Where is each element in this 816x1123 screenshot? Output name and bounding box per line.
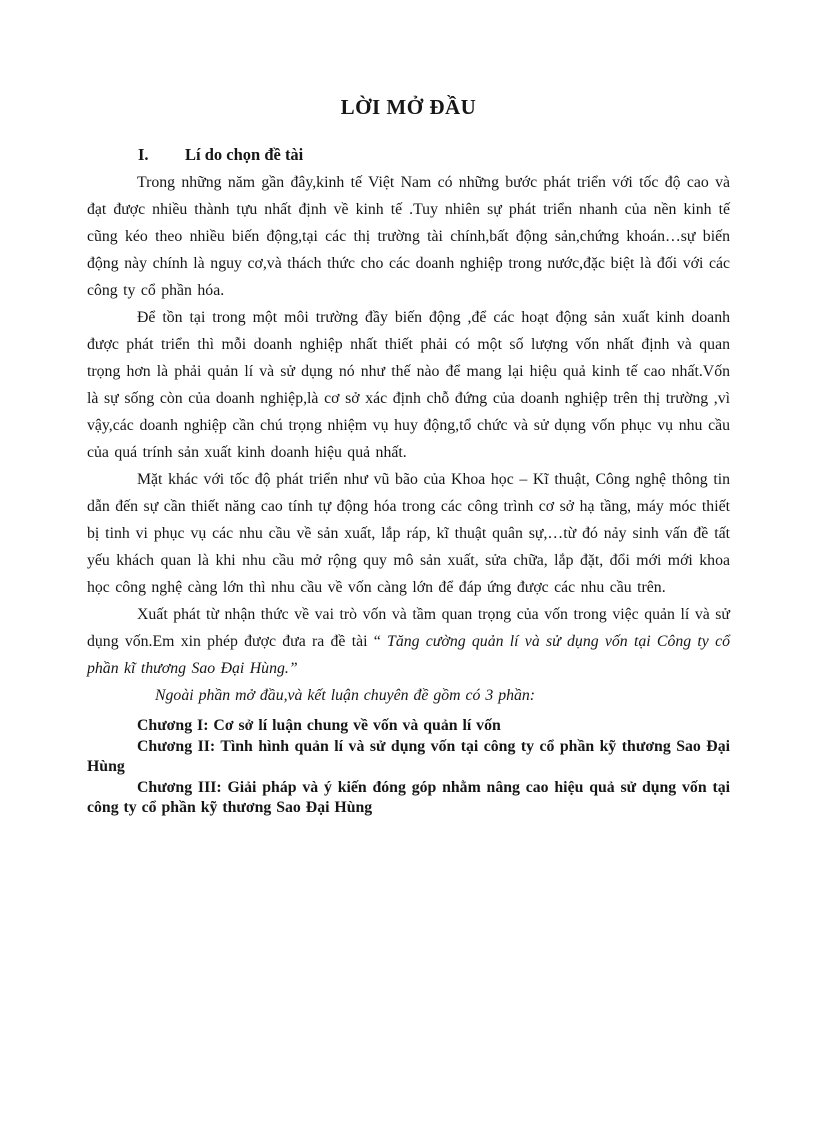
chapter-item-1: Chương I: Cơ sở lí luận chung về vốn và quản lí vốn: [137, 717, 501, 734]
outline-intro: Ngoài phần mở đầu,và kết luận chuyên đề gồm có 3 phần:: [155, 687, 536, 704]
section-heading: [87, 144, 730, 166]
paragraph-thesis-statement: [87, 601, 730, 682]
section-heading-label: Lí do chọn đề tài: [185, 145, 304, 164]
thesis-topic-title: Tăng cường quản lí và sử dụng vốn tại Công ty cổ phần kĩ thương Sao Đại Hùng.”: [87, 633, 730, 677]
paragraph-economic-context: Trong những năm gần đây,kinh tế Việt Nam có những bước phát triển với tốc độ cao và đạt được nhiều thành tựu nhất định về kinh tế .Tuy nhiên sự phát triển nhanh của nền kinh tế cũng kéo theo nhiều biến động,tại các thị trường tài chính,bất động sản,chứng khoán…sự biến động này chính là nguy cơ,và thách thức cho các doanh nghiệp trong nước,đặc biệt là đối với các công ty cổ phần hóa.: [87, 174, 730, 299]
section-numeral: I.: [138, 145, 149, 164]
paragraph-capital-importance: Để tồn tại trong một môi trường đầy biến động ,để các hoạt động sản xuất kinh doanh được phát triển thì mỗi doanh nghiệp nhất thiết phải có một số lượng vốn nhất định và quan trọng hơn là phải quản lí và sử dụng nó như thế nào để mang lại hiệu quả kinh tế cao nhất.Vốn là sự sống còn của doanh nghiệp,là cơ sở xác định chỗ đứng của doanh nghiệp trên thị trường ,vì vậy,các doanh nghiệp cần chú trọng nhiệm vụ huy động,tổ chức và sử dụng vốn phục vụ nhu cầu của quá trính sản xuất kinh doanh hiệu quả nhất.: [87, 309, 730, 461]
chapter-list: [87, 716, 730, 819]
paragraph-technology-demand: Mặt khác với tốc độ phát triển như vũ bão của Khoa học – Kĩ thuật, Công nghệ thông tin dẫn đến sự cần thiết năng cao tính tự động hóa trong các công trình cơ sở hạ tầng, máy móc thiết bị tinh vi phục vụ các nhu cầu về sản xuất, lắp ráp, kĩ thuật quân sự,…từ đó nảy sinh vấn đề tất yếu khách quan là khi nhu cầu mở rộng quy mô sản xuất, sửa chữa, lắp đặt, đổi mới mới khoa học công nghệ càng lớn thì nhu cầu về vốn càng lớn để đáp ứng được các nhu cầu trên.: [87, 471, 730, 596]
thesis-lead-text: Xuất phát từ nhận thức về vai trò vốn và tầm quan trọng của vốn trong việc quản lí và sử dụng vốn.Em xin phép được đưa ra đề tài “: [87, 606, 730, 650]
chapter-item-3: Chương III: Giải pháp và ý kiến đóng góp nhằm nâng cao hiệu quả sử dụng vốn tại công ty cổ phần kỹ thương Sao Đại Hùng: [87, 778, 730, 816]
chapter-item-2: Chương II: Tình hình quản lí và sử dụng vốn tại công ty cổ phần kỹ thương Sao Đại Hùng: [87, 737, 730, 775]
page-title: LỜI MỞ ĐẦU: [340, 95, 477, 119]
